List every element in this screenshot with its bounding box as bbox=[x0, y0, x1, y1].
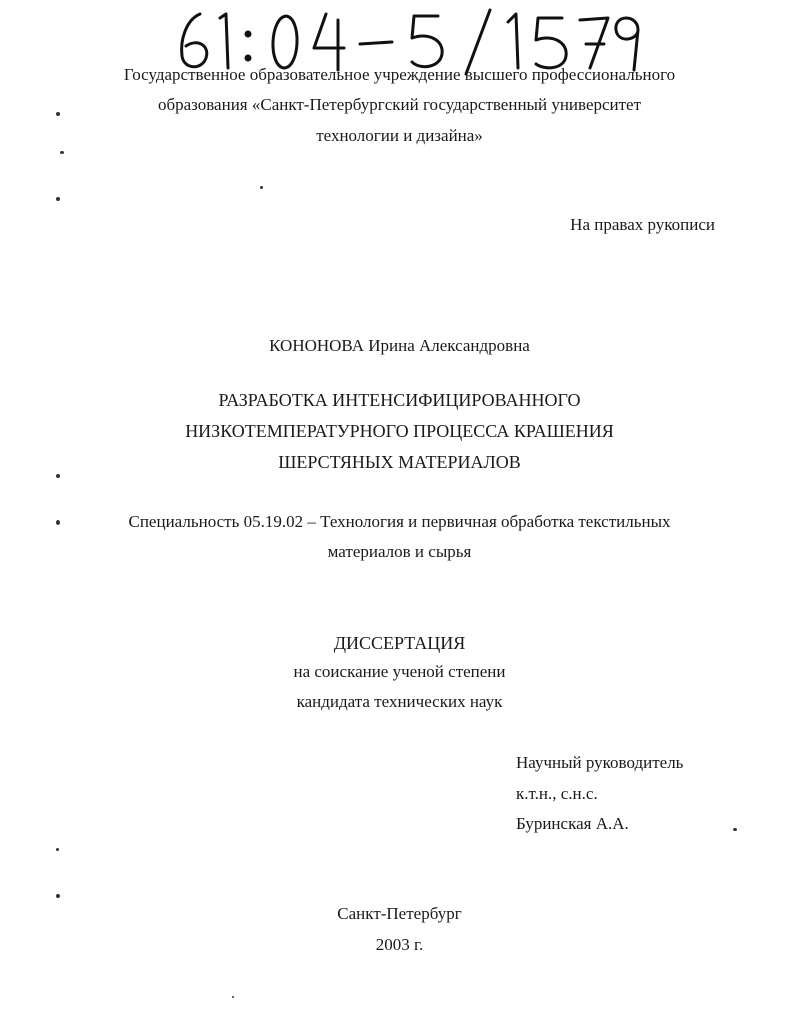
year: 2003 г. bbox=[375, 935, 424, 954]
supervisor-name: Буринская А.А. bbox=[516, 814, 629, 833]
institution-line-1: Государственное образовательное учреждение высшего профессионального bbox=[123, 65, 676, 84]
specialty-line-2: материалов и сырья bbox=[327, 542, 472, 561]
institution-line-3: технологии и дизайна» bbox=[316, 126, 483, 145]
work-type-line-1: на соискание ученой степени bbox=[293, 662, 506, 681]
work-type-heading: ДИССЕРТАЦИЯ bbox=[333, 633, 466, 653]
scan-speck bbox=[60, 151, 64, 154]
scan-speck bbox=[56, 848, 59, 851]
work-type-line-2: кандидата технических наук bbox=[296, 692, 503, 711]
scan-speck bbox=[56, 894, 60, 898]
scan-speck bbox=[56, 474, 60, 478]
city: Санкт-Петербург bbox=[337, 904, 462, 923]
supervisor-degree: к.т.н., с.н.с. bbox=[516, 784, 598, 803]
title-line-3: ШЕРСТЯНЫХ МАТЕРИАЛОВ bbox=[278, 452, 521, 472]
scan-speck bbox=[56, 197, 60, 201]
scan-speck bbox=[56, 520, 60, 525]
scan-speck bbox=[260, 186, 263, 189]
title-line-1: РАЗРАБОТКА ИНТЕНСИФИЦИРОВАННОГО bbox=[218, 390, 581, 410]
supervisor-label: Научный руководитель bbox=[516, 753, 684, 772]
scan-speck bbox=[733, 828, 737, 831]
scan-speck bbox=[232, 996, 234, 998]
author-name: КОНОНОВА Ирина Александровна bbox=[269, 336, 530, 355]
institution-line-2: образования «Санкт-Петербургский государственный университет bbox=[157, 95, 642, 114]
specialty-line-1: Специальность 05.19.02 – Технология и первичная обработка текстильных bbox=[128, 512, 671, 531]
manuscript-rights: На правах рукописи bbox=[570, 215, 715, 234]
title-line-2: НИЗКОТЕМПЕРАТУРНОГО ПРОЦЕССА КРАШЕНИЯ bbox=[185, 421, 614, 441]
scan-speck bbox=[56, 112, 60, 116]
